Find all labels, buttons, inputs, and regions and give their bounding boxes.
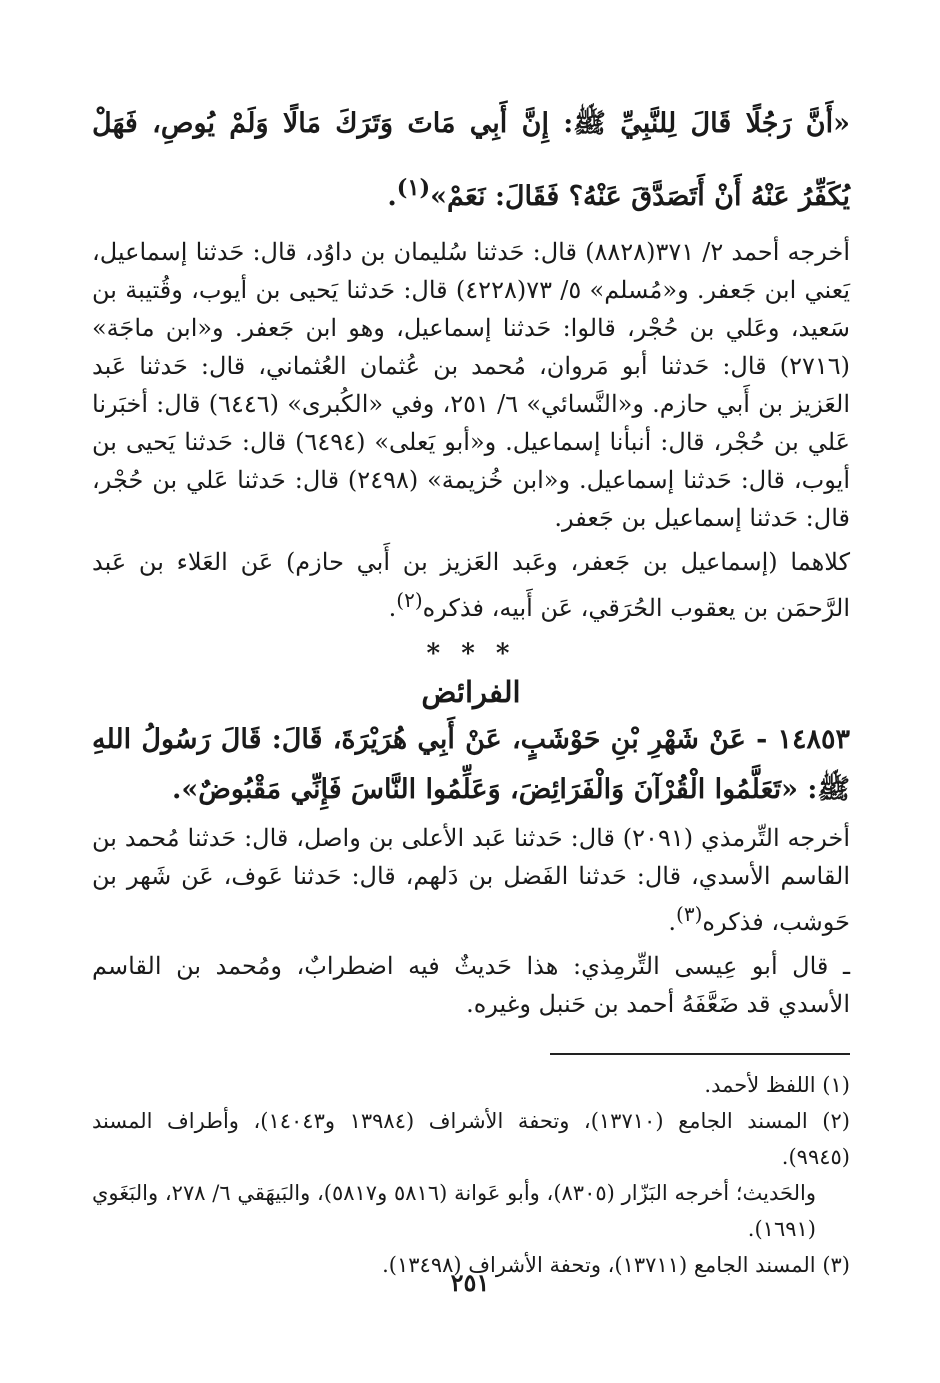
- hadith-text: «أَنَّ رَجُلًا قَالَ لِلنَّبِيِّ ﷺ: إِنَّ أَبِي مَاتَ وَتَرَكَ مَالًا وَلَمْ يُوصِ، فَهَلْ يُكَفِّرُ عَنْهُ أَنْ أَتَصَدَّقَ عَنْهُ؟ فَقَالَ: نَعَمْ»$^{(١)}$.: [92, 108, 850, 212]
- footnote-divider: [550, 1053, 850, 1055]
- hadith-number: ١٤٨٥٣ -: [756, 724, 851, 755]
- footnote: والحَديث؛ أخرجه البَزّار (٨٣٠٥)، وأبو عَوانة (٥٨١٦ و٥٨١٧)، والبَيهَقي ٦/ ٢٧٨، والبَغَوي (١٦٩١).: [92, 1181, 816, 1241]
- takhrij-paragraph: أخرجه أحمد ٢/ ٣٧١(٨٨٢٨) قال: حَدثنا سُليمان بن داوُد، قال: حَدثنا إسماعيل، يَعني ابن جَعفر. و«مُسلم» ٥/ ٧٣(٤٢٢٨) قال: حَدثنا يَحيى بن أيوب، وقُتيبة بن سَعيد، وعَلي بن حُجْر، قالوا: حَدثنا إسماعيل، وهو ابن جَعفر. و«ابن ماجَة» (٢٧١٦) قال: حَدثنا أبو مَروان، مُحمد بن عُثمان العُثماني، قال: حَدثنا عَبد العَزيز بن أَبي حازم. و«النَّسائي» ٦/ ٢٥١، وفي «الكُبرى» (٦٤٤٦) قال: أخبَرنا عَلي بن حُجْر، قال: أنبأنا إسماعيل. و«أبو يَعلى» (٦٤٩٤) قال: حَدثنا يَحيى بن أيوب، قال: حَدثنا إسماعيل. و«ابن خُزيمة» (٢٤٩٨) قال: حَدثنا عَلي بن حُجْر، قال: حَدثنا إسماعيل بن جَعفر.: [92, 238, 851, 532]
- hadith-text: [92, 715, 850, 815]
- page-body: [92, 92, 850, 1283]
- footnote-ref: (٣): [676, 902, 703, 926]
- footnote-ref: (١): [396, 175, 431, 201]
- footnote: (١) اللفظ لأحمد.: [704, 1073, 850, 1097]
- takhrij-summary: كلاهما (إسماعيل بن جَعفر، وعَبد العَزيز بن أَبي حازم) عَن العَلاء بن عَبد الرَّحمَن بن يعقوب الحُرَقي، عَن أَبيه، فذكره$^{(٢)}$.: [92, 548, 850, 622]
- page-number: ٢٥١: [450, 1268, 490, 1297]
- takhrij-paragraph: أخرجه التِّرمذي (٢٠٩١) قال: حَدثنا عَبد الأعلى بن واصل، قال: حَدثنا مُحمد بن القاسم الأسدي، قال: حَدثنا الفَضل بن دَلهم، قال: حَدثنا عَوف، عَن شَهر بن حَوشب، فذكره$^{(٣)}$.: [92, 824, 850, 936]
- takhrij-text: أخرجه التِّرمذي (٢٠٩١) قال: حَدثنا عَبد الأعلى بن واصل، قال: حَدثنا مُحمد بن القاسم الأسدي، قال: حَدثنا الفَضل بن دَلهم، قال: حَدثنا عَوف، عَن شَهر بن حَوشب، فذكره: [92, 824, 850, 936]
- hadith-matn: «أَنَّ رَجُلًا قَالَ لِلنَّبِيِّ ﷺ: إِنَّ أَبِي مَاتَ وَتَرَكَ مَالًا وَلَمْ يُوصِ، فَهَلْ يُكَفِّرُ عَنْهُ أَنْ أَتَصَدَّقَ عَنْهُ؟ فَقَالَ: نَعَمْ»: [92, 108, 850, 212]
- section-title: الفرائض: [421, 675, 521, 709]
- scholar-note: ـ قال أبو عِيسى التِّرمِذي: هذا حَديثٌ فيه اضطرابٌ، ومُحمد بن القاسم الأسدي قد ضَعَّفَهُ أحمد بن حَنبل وغيره.: [92, 952, 850, 1018]
- hadith-matn: عَنْ شَهْرِ بْنِ حَوْشَبٍ، عَنْ أَبِي هُرَيْرَةَ، قَالَ: قَالَ رَسُولُ اللهِ ﷺ: «تَعَلَّمُوا الْقُرْآنَ وَالْفَرَائِضَ، وَعَلِّمُوا النَّاسَ فَإِنِّي مَقْبُوضٌ».: [92, 724, 850, 805]
- takhrij-summary-text: كلاهما (إسماعيل بن جَعفر، وعَبد العَزيز بن أَبي حازم) عَن العَلاء بن عَبد الرَّحمَن بن يعقوب الحُرَقي، عَن أَبيه، فذكره: [92, 548, 850, 622]
- footnote: (٢) المسند الجامع (١٣٧١٠)، وتحفة الأشراف (١٣٩٨٤ و١٤٠٤٣)، وأطراف المسند (٩٩٤٥).: [92, 1109, 850, 1169]
- section-separator: * * *: [426, 639, 516, 669]
- footnote-ref: (٢): [396, 588, 423, 612]
- footnote: (٣) المسند الجامع (١٣٧١١)، وتحفة الأشراف (١٣٤٩٨).: [382, 1253, 850, 1277]
